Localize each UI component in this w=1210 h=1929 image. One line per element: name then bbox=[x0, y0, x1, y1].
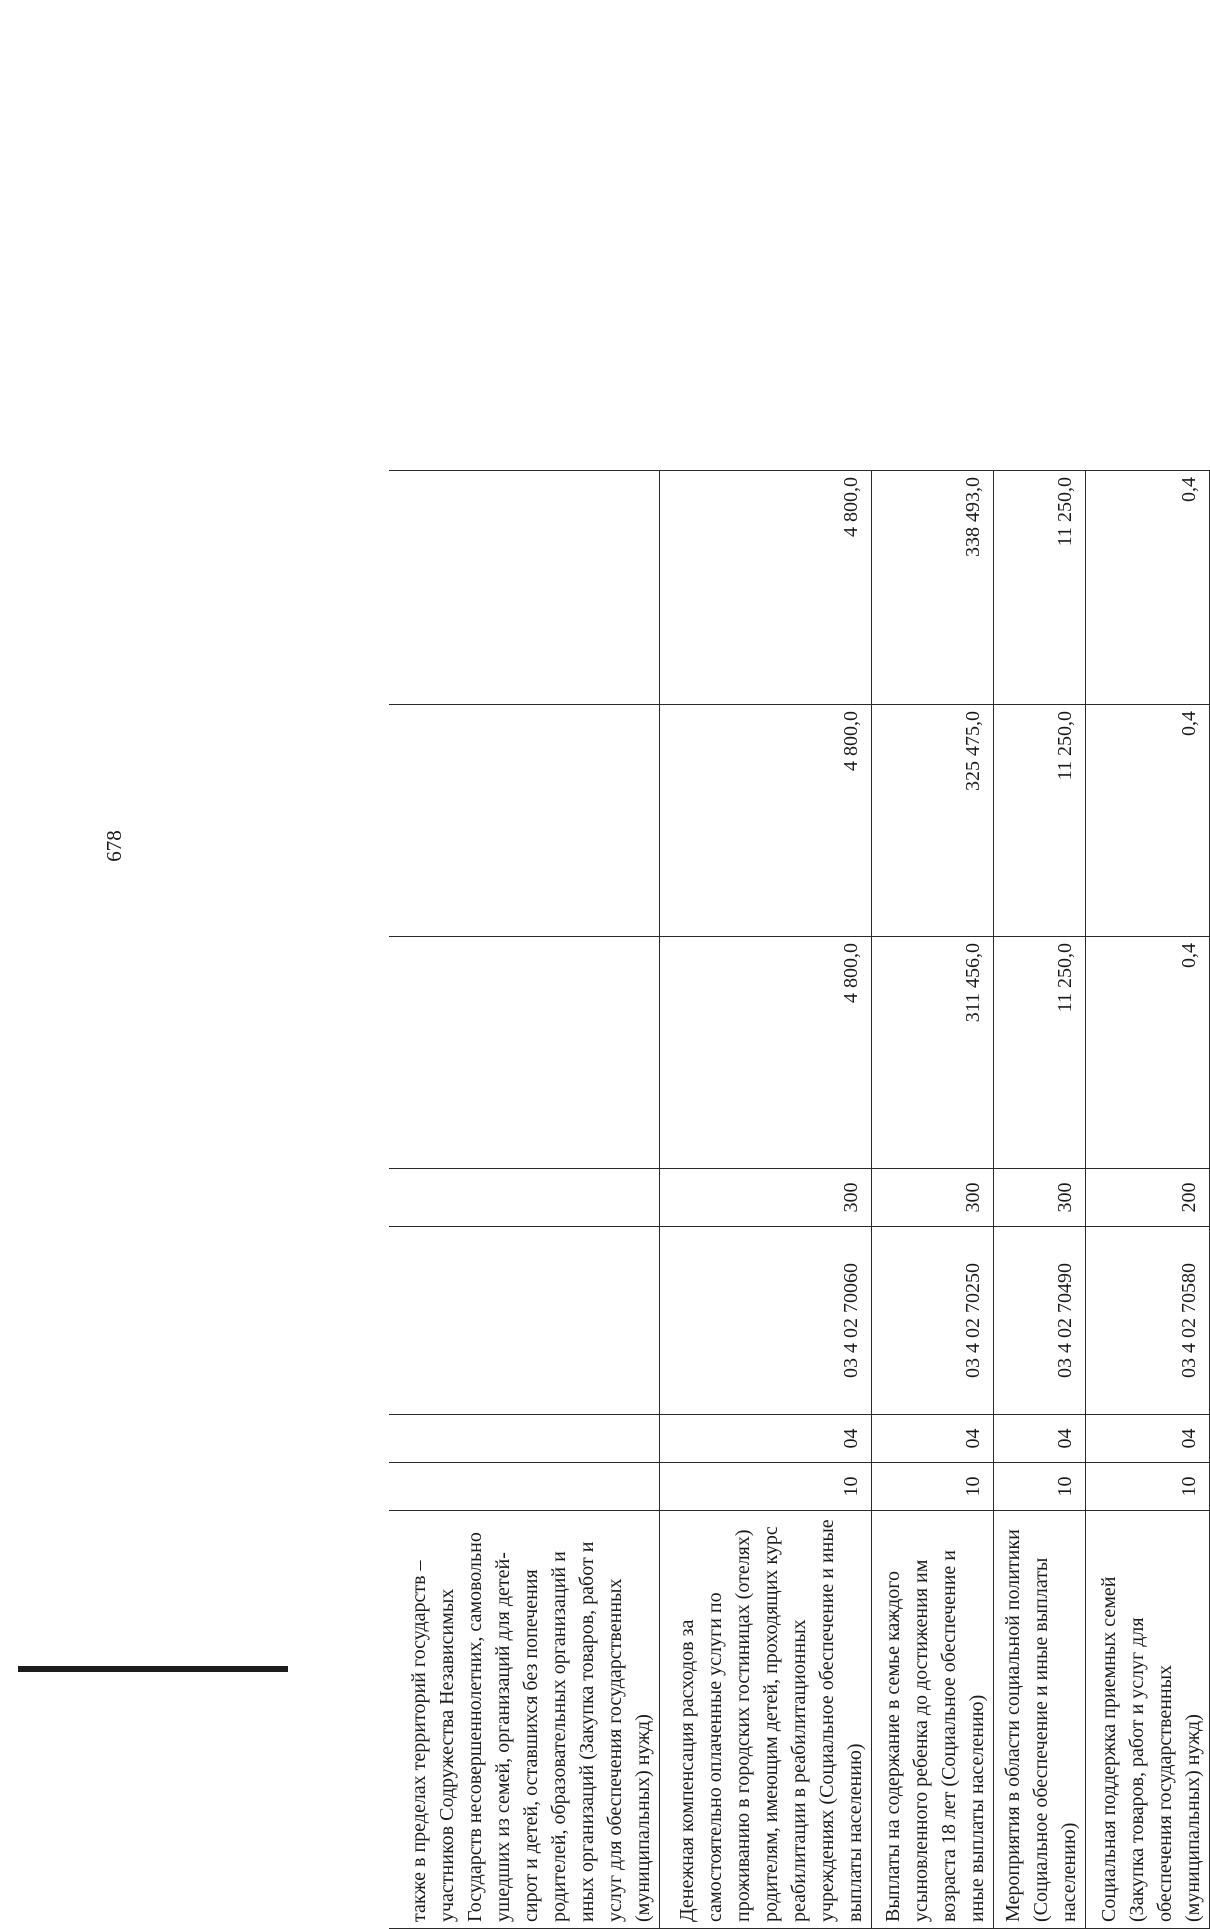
table-row bbox=[871, 471, 993, 1929]
cell-year1: 0,4 bbox=[1085, 937, 1209, 1169]
cell-pr: 04 bbox=[659, 1415, 871, 1463]
table-row bbox=[993, 471, 1085, 1929]
cell-csr: 03 4 02 70580 bbox=[1085, 1227, 1209, 1415]
row-name: Мероприятия в области социальной политики (Социальное обеспечение и иные выплаты населению) bbox=[993, 1511, 1085, 1929]
cell-csr: 03 4 02 70060 bbox=[659, 1227, 871, 1415]
cell-csr: 03 4 02 70490 bbox=[993, 1227, 1085, 1415]
cell-vr: 300 bbox=[659, 1169, 871, 1227]
row-name: Социальная поддержка приемных семей (Закупка товаров, работ и услуг для обеспечения государственных (муниципальных) нужд) bbox=[1085, 1511, 1209, 1929]
cell-vr: 300 bbox=[871, 1169, 993, 1227]
cell-pr: 04 bbox=[993, 1415, 1085, 1463]
cell-rz: 10 bbox=[993, 1463, 1085, 1511]
cell-year2: 4 800,0 bbox=[659, 705, 871, 937]
cell-year2 bbox=[389, 705, 659, 937]
cell-csr: 03 4 02 70250 bbox=[871, 1227, 993, 1415]
cell-year1: 311 456,0 bbox=[871, 937, 993, 1169]
cell-pr bbox=[389, 1415, 659, 1463]
cell-vr bbox=[389, 1169, 659, 1227]
cell-year3: 0,4 bbox=[1085, 471, 1209, 705]
cell-csr bbox=[389, 1227, 659, 1415]
table-row bbox=[389, 471, 659, 1929]
table-row bbox=[659, 471, 871, 1929]
cell-rz: 10 bbox=[871, 1463, 993, 1511]
cell-year3 bbox=[389, 471, 659, 705]
cell-pr: 04 bbox=[1085, 1415, 1209, 1463]
cell-rz: 10 bbox=[1085, 1463, 1209, 1511]
cell-year1: 4 800,0 bbox=[659, 937, 871, 1169]
cell-year1: 11 250,0 bbox=[993, 937, 1085, 1169]
cell-year3: 4 800,0 bbox=[659, 471, 871, 705]
cell-vr: 300 bbox=[993, 1169, 1085, 1227]
cell-rz bbox=[389, 1463, 659, 1511]
cell-year3: 11 250,0 bbox=[993, 471, 1085, 705]
cell-rz: 10 bbox=[659, 1463, 871, 1511]
cell-year2: 325 475,0 bbox=[871, 705, 993, 937]
row-name: также в пределах территорий государств – участников Содружества Независимых Государств несовершеннолетних, самовольно ушедших из семей, организаций для детей-сирот и детей, оставшихся без попечения родителей, образовательных организаций и иных организаций (Закупка товаров, работ и услуг для обеспечения государственных (муниципальных) нужд) bbox=[389, 1511, 659, 1929]
cell-year2: 0,4 bbox=[1085, 705, 1209, 937]
cell-year3: 338 493,0 bbox=[871, 471, 993, 705]
row-name: Денежная компенсация расходов за самостоятельно оплаченные услуги по проживанию в городских гостиницах (отелях) родителям, имеющим детей, проходящих курс реабилитации в реабилитационных учреждениях (Социальное обеспечение и иные выплаты населению) bbox=[659, 1511, 871, 1929]
cell-year1 bbox=[389, 937, 659, 1169]
row-name: Выплаты на содержание в семье каждого усыновленного ребенка до достижения им возраста 18 лет (Социальное обеспечение и иные выплаты населению) bbox=[871, 1511, 993, 1929]
cell-vr: 200 bbox=[1085, 1169, 1209, 1227]
page-number: 678 bbox=[102, 830, 126, 862]
budget-table bbox=[389, 470, 1210, 1929]
cell-year2: 11 250,0 bbox=[993, 705, 1085, 937]
footer-divider bbox=[18, 1666, 288, 1672]
table-row bbox=[1085, 471, 1209, 1929]
cell-pr: 04 bbox=[871, 1415, 993, 1463]
